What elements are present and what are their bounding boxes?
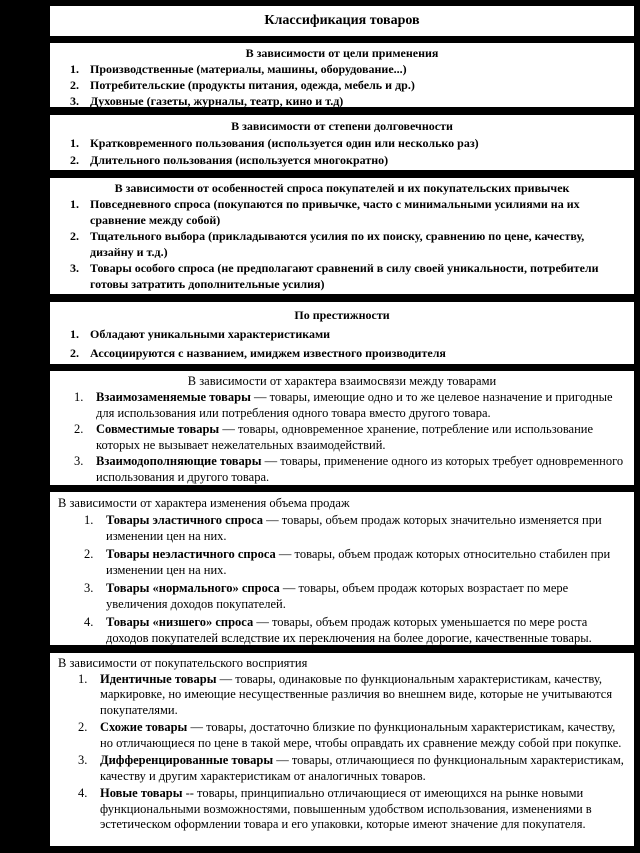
item-number: 1. bbox=[70, 62, 79, 76]
list-item bbox=[50, 77, 634, 93]
item-number: 1. bbox=[78, 671, 88, 686]
item-rest: — товары, отличающиеся по функциональным характеристикам, качеству и другим характеристикам от аналогичных товаров. bbox=[100, 753, 624, 783]
item-lead: Идентичные товары bbox=[100, 671, 217, 686]
list-item bbox=[50, 325, 634, 344]
item-number: 2. bbox=[70, 153, 79, 167]
section-prestige bbox=[48, 300, 636, 366]
item-number: 2. bbox=[78, 720, 88, 734]
list-item bbox=[50, 228, 634, 260]
section-header: По престижности bbox=[294, 308, 390, 322]
item-text bbox=[100, 786, 634, 833]
item-text bbox=[96, 421, 634, 453]
item-number: 1. bbox=[70, 327, 79, 341]
item-text: Духовные (газеты, журналы, театр, кино и т.д) bbox=[90, 94, 344, 108]
item-text bbox=[106, 580, 634, 612]
list-item bbox=[50, 580, 634, 612]
item-number: 1. bbox=[84, 513, 94, 527]
list-item bbox=[50, 546, 634, 578]
section-header: В зависимости от цели применения bbox=[245, 46, 439, 60]
item-rest: — товары, одинаковые по функциональным характеристикам, качеству, маркировке, но имеющие несущественные различия во внешнем виде, которые не учитываются покупателями. bbox=[100, 671, 613, 717]
item-text bbox=[106, 614, 634, 646]
item-number: 3. bbox=[70, 94, 79, 108]
list-item bbox=[50, 512, 634, 544]
section-header: В зависимости от характера изменения объема продаж bbox=[58, 496, 350, 510]
item-number: 1. bbox=[70, 136, 79, 150]
item-number: 3. bbox=[78, 753, 88, 767]
list-item bbox=[50, 720, 634, 751]
item-text bbox=[96, 453, 634, 485]
list-item bbox=[50, 135, 634, 152]
item-number: 3. bbox=[70, 261, 79, 275]
item-lead: Товары «нормального» спроса bbox=[106, 581, 280, 595]
list-item bbox=[50, 344, 634, 363]
item-rest: — товары, имеющие одно и то же целевое назначение и пригодные для использования или потребления одного товара вместо другого товара. bbox=[96, 390, 613, 420]
item-lead: Совместимые товары bbox=[96, 422, 220, 436]
list-item bbox=[50, 152, 634, 169]
item-lead: Дифференцированные товары bbox=[100, 753, 274, 767]
item-text bbox=[100, 720, 634, 751]
section-header: В зависимости от характера взаимосвязи между товарами bbox=[187, 374, 497, 388]
item-text bbox=[106, 546, 634, 578]
item-number: 2. bbox=[74, 422, 84, 436]
section-demand-habits bbox=[48, 176, 636, 296]
item-lead: Взаимозаменяемые товары bbox=[96, 390, 251, 404]
item-rest: — товары, объем продаж которых значительно изменяется при изменении цен на них. bbox=[106, 513, 602, 543]
item-text: Кратковременного пользования (используется один или несколько раз) bbox=[90, 136, 479, 150]
list-item bbox=[50, 421, 634, 453]
item-rest: — товары, достаточно близкие по функциональным характеристикам, качеству, но отличающиеся по цене в такой мере, чтобы оправдать их сравнение между собой при покупке. bbox=[100, 720, 622, 750]
page-title: Классификация товаров bbox=[264, 13, 420, 28]
item-number: 2. bbox=[84, 547, 94, 561]
item-text bbox=[100, 753, 634, 784]
item-number: 2. bbox=[70, 346, 79, 360]
section-interrelation bbox=[48, 369, 636, 487]
section-header: В зависимости от покупательского восприятия bbox=[58, 656, 308, 670]
item-text: Обладают уникальными характеристиками bbox=[90, 327, 331, 341]
section-header: В зависимости от степени долговечности bbox=[231, 119, 453, 133]
item-text: Длительного пользования (используется многократно) bbox=[90, 153, 389, 167]
item-text: Потребительские (продукты питания, одежда, мебель и др.) bbox=[90, 78, 415, 92]
item-text bbox=[106, 512, 634, 544]
item-text: Производственные (материалы, машины, оборудование...) bbox=[90, 62, 407, 76]
item-rest: -- товары, принципиально отличающиеся от имеющихся на рынке новыми функциональными возможностями, повышенным удобством использования, изменениями в эстетическом оформлении товара и его упаковки, которые имеют значение для покупателя. bbox=[100, 786, 592, 831]
section-perception bbox=[48, 651, 636, 848]
list-item bbox=[50, 61, 634, 77]
item-text: Ассоциируются с названием, имиджем известного производителя bbox=[90, 346, 446, 360]
item-rest: — товары, объем продаж которых уменьшается по мере роста доходов покупателей вследствие их переключения на более дорогие, качественные товары. bbox=[106, 615, 592, 645]
title-box bbox=[48, 4, 636, 38]
section-durability bbox=[48, 113, 636, 172]
list-item bbox=[50, 453, 634, 485]
item-lead: Товары неэластичного спроса bbox=[106, 547, 276, 561]
list-item bbox=[50, 93, 634, 109]
item-number: 1. bbox=[70, 197, 79, 211]
item-lead: Схожие товары bbox=[100, 720, 188, 734]
list-item bbox=[50, 672, 634, 719]
item-text bbox=[96, 389, 634, 421]
item-rest: — товары, одновременное хранение, потребление или использование которых не вызывает нежелательных взаимодействий. bbox=[96, 422, 594, 452]
item-number: 3. bbox=[74, 454, 84, 468]
section-purpose bbox=[48, 41, 636, 109]
item-number: 4. bbox=[84, 615, 94, 629]
item-number: 4. bbox=[78, 786, 88, 800]
item-text bbox=[100, 672, 634, 719]
item-rest: — товары, объем продаж которых относительно стабилен при изменении цен на них. bbox=[106, 547, 611, 577]
list-item bbox=[50, 614, 634, 646]
section-header: В зависимости от особенностей спроса покупателей и их покупательских привычек bbox=[114, 181, 570, 195]
item-lead: Взаимодополняющие товары bbox=[96, 454, 262, 468]
item-number: 1. bbox=[74, 390, 84, 404]
list-item bbox=[50, 196, 634, 228]
item-rest: — товары, применение одного из которых требует одновременного использования и другого товара. bbox=[96, 454, 624, 484]
item-text: Тщательного выбора (прикладываются усилия по их поиску, сравнению по цене, качеству, дизайну и т.д.) bbox=[90, 229, 585, 259]
list-item bbox=[50, 753, 634, 784]
item-lead: Товары «низшего» спроса bbox=[106, 615, 254, 629]
item-lead: Новые товары bbox=[100, 786, 183, 800]
item-lead: Товары эластичного спроса bbox=[106, 513, 264, 527]
item-text: Повседневного спроса (покупаются по привычке, часто с минимальными усилиями на их сравнение между собой) bbox=[90, 197, 580, 227]
section-sales-volume bbox=[48, 490, 636, 647]
list-item bbox=[50, 389, 634, 421]
list-item bbox=[50, 786, 634, 833]
item-rest: — товары, объем продаж которых возрастает по мере увеличения доходов покупателей. bbox=[106, 581, 569, 611]
item-number: 2. bbox=[70, 229, 79, 243]
item-text: Товары особого спроса (не предполагают сравнений в силу своей уникальности, потребители готовы затратить дополнительные усилия) bbox=[90, 261, 599, 291]
sections-stack bbox=[48, 4, 636, 848]
item-number: 3. bbox=[84, 581, 94, 595]
list-item bbox=[50, 260, 634, 292]
item-number: 2. bbox=[70, 78, 79, 92]
